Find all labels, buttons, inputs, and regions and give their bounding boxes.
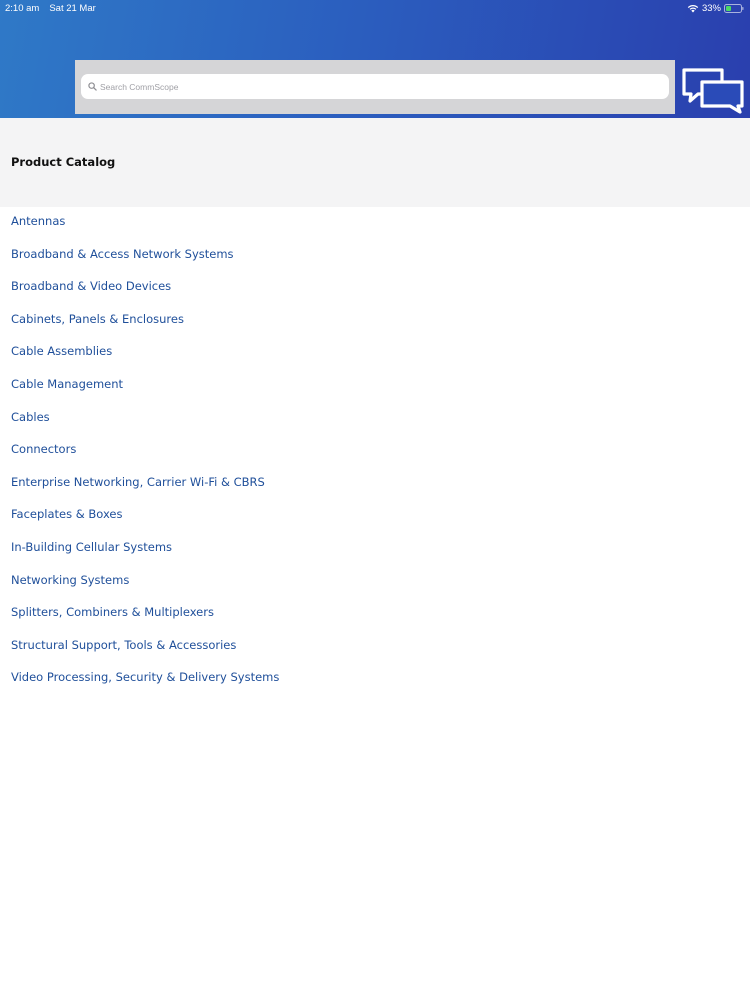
catalog-item-broadband-video[interactable]: Broadband & Video Devices xyxy=(11,279,172,294)
catalog-item-video-processing[interactable]: Video Processing, Security & Delivery Systems xyxy=(11,670,280,685)
catalog-item-in-building-cellular[interactable]: In-Building Cellular Systems xyxy=(11,539,173,554)
catalog-item-networking-systems[interactable]: Networking Systems xyxy=(11,572,130,587)
chat-bubbles-icon xyxy=(680,62,746,114)
page-title: Product Catalog xyxy=(11,155,116,169)
status-left xyxy=(5,3,96,14)
catalog-item-antennas[interactable]: Antennas xyxy=(11,214,66,228)
catalog-item-faceplates[interactable]: Faceplates & Boxes xyxy=(11,507,123,522)
search-icon xyxy=(88,82,97,91)
catalog-item-splitters[interactable]: Splitters, Combiners & Multiplexers xyxy=(11,605,214,620)
battery-percent: 33% xyxy=(701,3,721,14)
catalog-item-enterprise-networking[interactable]: Enterprise Networking, Carrier Wi-Fi & CBRS xyxy=(11,474,265,489)
search-input[interactable] xyxy=(100,74,660,99)
catalog-item-broadband-access[interactable]: Broadband & Access Network Systems xyxy=(11,246,234,261)
catalog-item-cable-management[interactable]: Cable Management xyxy=(11,376,124,391)
wifi-icon xyxy=(687,4,699,13)
catalog-item-cables[interactable]: Cables xyxy=(11,409,50,424)
status-bar xyxy=(0,0,750,16)
status-date: Sat 21 Mar xyxy=(49,3,96,14)
catalog-item-structural-support[interactable]: Structural Support, Tools & Accessories xyxy=(11,637,237,652)
status-time: 2:10 am xyxy=(5,3,40,14)
app-header xyxy=(0,0,750,118)
search-bar xyxy=(75,60,675,114)
catalog-list xyxy=(0,207,750,696)
chat-button[interactable] xyxy=(680,62,746,114)
catalog-item-cabinets[interactable]: Cabinets, Panels & Enclosures xyxy=(11,311,184,326)
battery-icon xyxy=(724,4,744,13)
status-right xyxy=(687,3,744,14)
catalog-item-connectors[interactable]: Connectors xyxy=(11,442,77,457)
search-field[interactable] xyxy=(81,74,669,99)
catalog-header xyxy=(0,118,750,207)
catalog-item-cable-assemblies[interactable]: Cable Assemblies xyxy=(11,344,113,359)
